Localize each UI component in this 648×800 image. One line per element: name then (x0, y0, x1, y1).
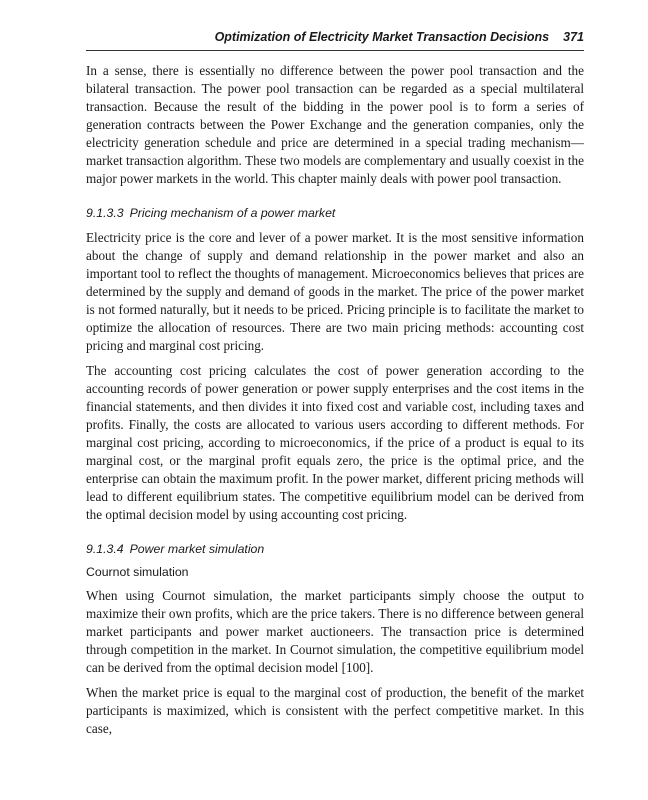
section-heading-market-simulation (86, 542, 584, 556)
section-heading-pricing-mechanism (86, 206, 584, 220)
subsection-heading-cournot: Cournot simulation (86, 565, 189, 579)
section-number: 9.1.3.3 (86, 206, 124, 220)
running-header (86, 30, 584, 51)
paragraph-cournot: When using Cournot simulation, the market participants simply choose the output to maximize their own profits, which are the price takers. There is no difference between general market participants and power market auctioneers. The transaction price is determined through competition in the market. In Cournot simulation, the competitive equilibrium model can be derived from the optimal decision model [100]. (86, 588, 584, 675)
section-title: Power market simulation (129, 542, 265, 556)
paragraph-electricity-price: Electricity price is the core and lever of a power market. It is the most sensitive information about the change of supply and demand relationship in the power market and also an important tool to reflect the thoughts of management. Microeconomics believes that prices are determined by the supply and demand of goods in the market. The price of the power market is not formed naturally, but it needs to be priced. Pricing principle is to facilitate the market to optimize the allocation of resources. There are two main pricing methods: accounting cost pricing and marginal cost pricing. (86, 230, 584, 353)
running-title: Optimization of Electricity Market Transaction Decisions (214, 30, 550, 44)
page-number: 371 (563, 30, 584, 44)
paragraph-market-price: When the market price is equal to the marginal cost of production, the benefit of the market participants is maximized, which is consistent with the perfect competitive market. In this case, (86, 685, 584, 736)
section-number: 9.1.3.4 (86, 542, 124, 556)
paragraph-pool-transaction: In a sense, there is essentially no difference between the power pool transaction and the bilateral transaction. The power pool transaction can be regarded as a special multilateral transaction. Because the result of the bidding in the power pool is to form a series of generation contracts between the Power Exchange and the generation companies, only the electricity generation schedule and price are determined in a special trading mechanism—market transaction algorithm. These two models are complementary and usually coexist in the major power markets in the world. This chapter mainly deals with power pool transaction. (86, 63, 584, 186)
paragraph-accounting-cost: The accounting cost pricing calculates the cost of power generation according to the accounting records of power generation or power supply enterprises and the cost items in the financial statements, and then divides it into fixed cost and variable cost, including taxes and profits. Finally, the costs are allocated to various users according to different methods. For marginal cost pricing, according to microeconomics, if the price of a product is equal to its marginal cost, or the marginal profit equals zero, the price is the optimal price, and the enterprise can obtain the maximum profit. In the power market, different pricing methods will lead to different equilibrium states. The competitive equilibrium model can be derived from the optimal decision model by using accounting cost pricing. (86, 363, 584, 522)
page-content (86, 62, 584, 745)
section-title: Pricing mechanism of a power market (129, 206, 336, 220)
